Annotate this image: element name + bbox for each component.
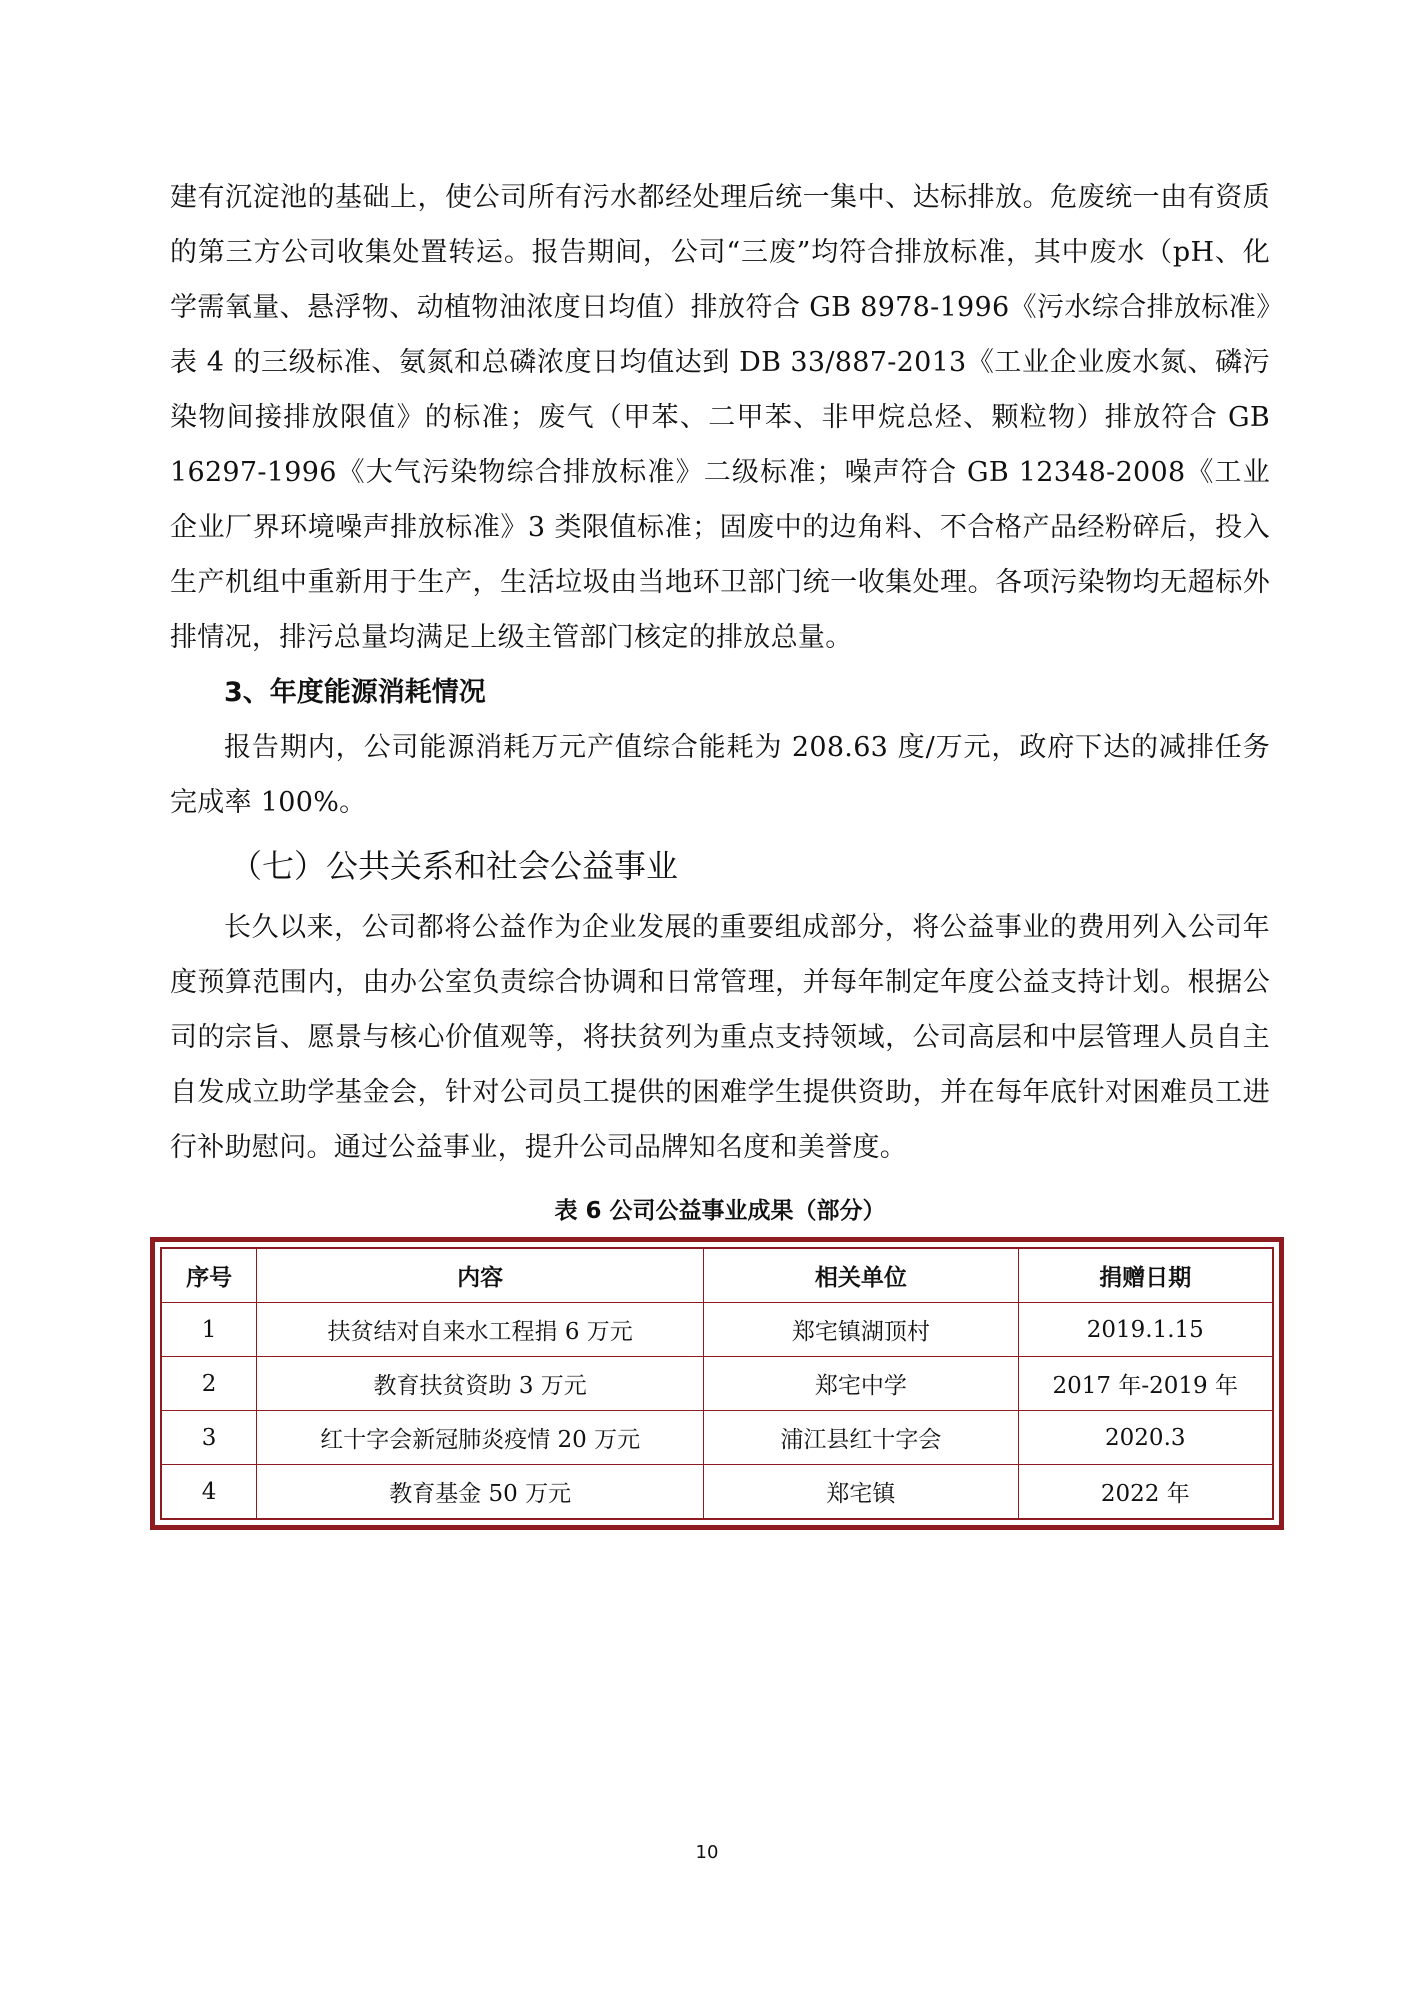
- cell-date: 2017 年-2019 年: [1018, 1357, 1272, 1411]
- cell-content: 教育基金 50 万元: [257, 1465, 704, 1519]
- cell-index: 2: [162, 1357, 257, 1411]
- cell-index: 1: [162, 1303, 257, 1357]
- header-index: 序号: [162, 1249, 257, 1303]
- cell-unit: 郑宅镇湖顶村: [704, 1303, 1018, 1357]
- table-caption: 表 6 公司公益事业成果（部分）: [554, 1198, 886, 1224]
- cell-unit: 郑宅中学: [704, 1357, 1018, 1411]
- table-row: [162, 1303, 1273, 1357]
- table-row: [162, 1411, 1273, 1465]
- header-unit: 相关单位: [704, 1249, 1018, 1303]
- cell-date: 2022 年: [1018, 1465, 1272, 1519]
- paragraph-pollution: 建有沉淀池的基础上，使公司所有污水都经处理后统一集中、达标排放。危废统一由有资质的第三方公司收集处置转运。报告期间，公司“三废”均符合排放标准，其中废水（pH、化学需氧量、悬浮物、动植物油浓度日均值）排放符合 GB 8978-1996《污水综合排放标准》表 4 的三级标准、氨氮和总磷浓度日均值达到 DB 33/887-2013《工业企业废水氮、磷污染物间接排放限值》的标准；废气（甲苯、二甲苯、非甲烷总烃、颗粒物）排放符合 GB 16297-1996《大气污染物综合排放标准》二级标准；噪声符合 GB 12348-2008《工业企业厂界环境噪声排放标准》3 类限值标准；固废中的边角料、不合格产品经粉碎后，投入生产机组中重新用于生产，生活垃圾由当地环卫部门统一收集处理。各项污染物均无超标外排情况，排污总量均满足上级主管部门核定的排放总量。: [170, 182, 1270, 653]
- header-content: 内容: [257, 1249, 704, 1303]
- paragraph-public-welfare: 长久以来，公司都将公益作为企业发展的重要组成部分，将公益事业的费用列入公司年度预算范围内，由办公室负责综合协调和日常管理，并每年制定年度公益支持计划。根据公司的宗旨、愿景与核心价值观等，将扶贫列为重点支持领域，公司高层和中层管理人员自主自发成立助学基金会，针对公司员工提供的困难学生提供资助，并在每年底针对困难员工进行补助慰问。通过公益事业，提升公司品牌知名度和美誉度。: [170, 912, 1270, 1163]
- cell-content: 教育扶贫资助 3 万元: [257, 1357, 704, 1411]
- table-row: [162, 1465, 1273, 1519]
- table-inner-border: [160, 1247, 1274, 1520]
- cell-unit: 郑宅镇: [704, 1465, 1018, 1519]
- cell-unit: 浦江县红十字会: [704, 1411, 1018, 1465]
- welfare-table: [161, 1248, 1273, 1519]
- cell-date: 2019.1.15: [1018, 1303, 1272, 1357]
- table-row: [162, 1357, 1273, 1411]
- header-date: 捐赠日期: [1018, 1249, 1272, 1303]
- page-content: [170, 170, 1270, 1243]
- subheading-energy: 3、年度能源消耗情况: [224, 677, 486, 708]
- cell-content: 扶贫结对自来水工程捐 6 万元: [257, 1303, 704, 1357]
- section-heading-public-welfare: （七）公共关系和社会公益事业: [230, 847, 679, 885]
- cell-date: 2020.3: [1018, 1411, 1272, 1465]
- cell-index: 4: [162, 1465, 257, 1519]
- paragraph-energy: 报告期内，公司能源消耗万元产值综合能耗为 208.63 度/万元，政府下达的减排任务完成率 100%。: [170, 732, 1270, 818]
- cell-content: 红十字会新冠肺炎疫情 20 万元: [257, 1411, 704, 1465]
- table-frame: [150, 1237, 1284, 1530]
- cell-index: 3: [162, 1411, 257, 1465]
- page-number: 10: [695, 1842, 719, 1863]
- table-header-row: [162, 1249, 1273, 1303]
